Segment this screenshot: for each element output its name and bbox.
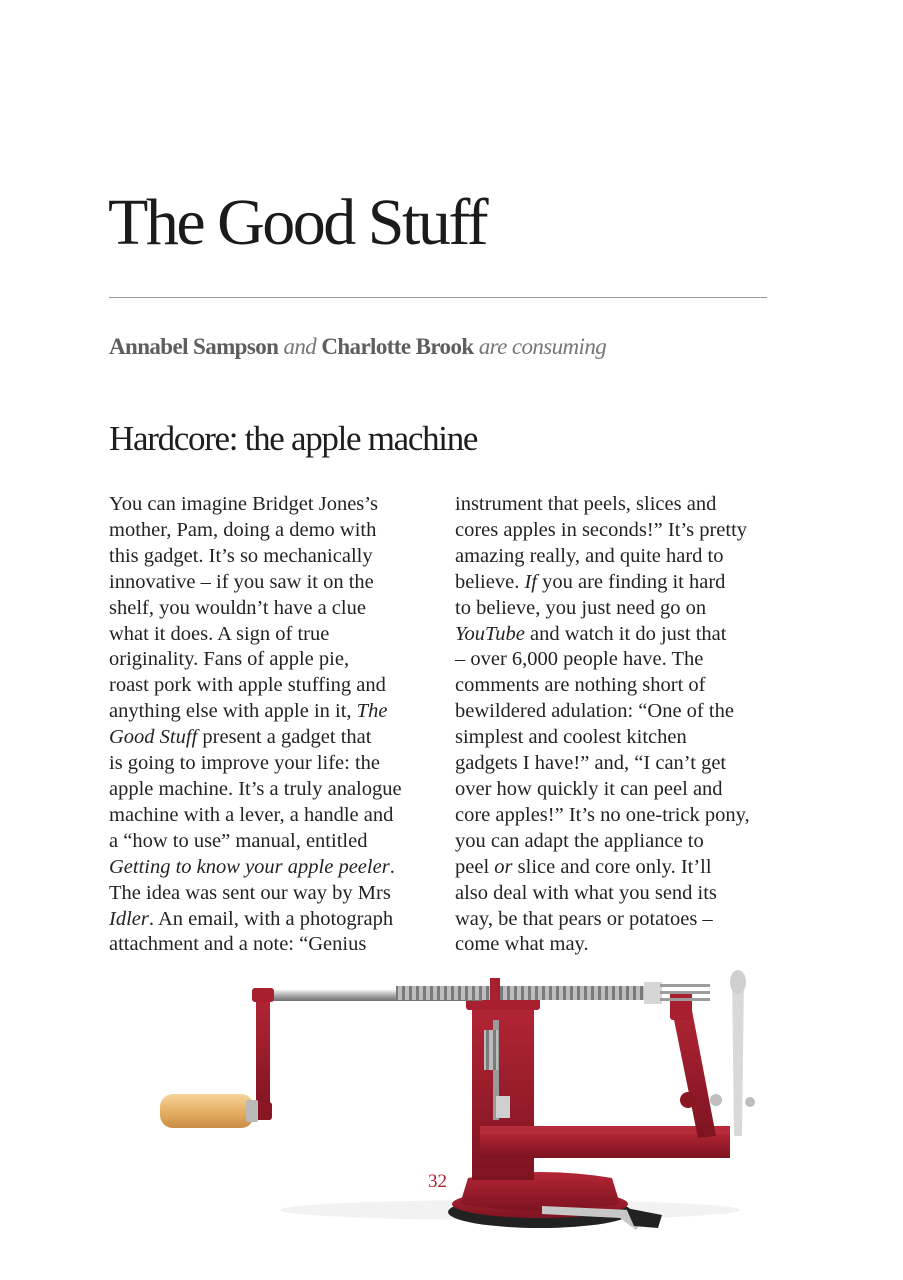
text-line (109, 777, 402, 803)
italic-run: Good Stuff (109, 726, 198, 749)
text-line (455, 881, 750, 907)
text-line (455, 932, 750, 958)
italic-run: Idler (109, 907, 149, 930)
text-run: also deal with what you send its (455, 881, 717, 904)
text-line (455, 725, 750, 751)
text-line (109, 932, 402, 958)
text-line (455, 777, 750, 803)
text-run: . An email, with a photograph (148, 907, 394, 930)
text-line (455, 544, 750, 570)
text-run: believe. (455, 570, 525, 593)
text-run: peel (455, 855, 495, 878)
text-line (109, 725, 402, 751)
page-number: 32 (428, 1171, 447, 1192)
text-line (109, 673, 402, 699)
text-run: bewildered adulation: “One of the (455, 700, 734, 723)
text-run: – over 6,000 people have. The (455, 648, 704, 671)
text-line (455, 829, 750, 855)
text-line (455, 803, 750, 829)
text-line (109, 751, 402, 777)
text-run: way, be that pears or potatoes – (455, 907, 713, 930)
text-run: over how quickly it can peel and (455, 777, 723, 800)
text-line (109, 622, 402, 648)
byline-joiner: and (283, 334, 317, 359)
title-divider (109, 297, 767, 298)
italic-run: The (356, 700, 388, 723)
text-line (455, 751, 750, 777)
text-line (109, 570, 402, 596)
text-run: and watch it do just that (524, 622, 727, 645)
text-run: come what may. (455, 933, 589, 956)
text-run: instrument that peels, slices and (455, 493, 717, 515)
text-line (455, 673, 750, 699)
text-run: comments are nothing short of (455, 674, 706, 697)
page-title: The Good Stuff (108, 186, 487, 259)
text-line (455, 570, 750, 596)
text-run: simplest and coolest kitchen (455, 726, 687, 749)
text-line (455, 647, 750, 673)
text-line (109, 829, 402, 855)
text-run: core apples!” It’s no one-trick pony, (455, 803, 750, 826)
text-line (109, 881, 402, 907)
text-line (109, 803, 402, 829)
text-line (455, 518, 750, 544)
text-run: mother, Pam, doing a demo with (109, 518, 377, 541)
italic-run: If (524, 570, 537, 593)
italic-run: or (494, 855, 513, 878)
text-line (455, 596, 750, 622)
text-run: innovative – if you saw it on the (109, 570, 374, 593)
text-run: to believe, you just need go on (455, 596, 707, 619)
text-line (455, 907, 750, 933)
article-heading: Hardcore: the apple machine (109, 419, 478, 458)
text-run: you can adapt the appliance to (455, 829, 704, 852)
text-run: . (389, 855, 395, 878)
italic-run: YouTube (455, 622, 525, 645)
text-run: slice and core only. It’ll (512, 855, 712, 878)
text-line (455, 492, 750, 518)
text-line (109, 855, 402, 881)
article-column-left (109, 492, 402, 958)
text-run: attachment and a note: “Genius (109, 933, 367, 956)
text-line (109, 907, 402, 933)
text-run: amazing really, and quite hard to (455, 544, 724, 567)
text-run: machine with a lever, a handle and (109, 803, 394, 826)
byline-author-1: Annabel Sampson (109, 334, 279, 359)
text-run: originality. Fans of apple pie, (109, 648, 350, 671)
article-column-right (455, 492, 750, 958)
text-line (455, 699, 750, 725)
text-run: this gadget. It’s so mechanically (109, 544, 373, 567)
text-run: The idea was sent our way by Mrs (109, 881, 391, 904)
text-line (109, 518, 402, 544)
byline-tail: are consuming (478, 334, 607, 359)
text-run: a “how to use” manual, entitled (109, 829, 368, 852)
text-run: cores apples in seconds!” It’s pretty (455, 518, 748, 541)
text-run: apple machine. It’s a truly analogue (109, 777, 402, 800)
text-line (455, 622, 750, 648)
text-run: shelf, you wouldn’t have a clue (109, 596, 366, 619)
text-run: is going to improve your life: the (109, 752, 381, 775)
italic-run: Getting to know your apple peeler (109, 855, 390, 878)
text-line (109, 699, 402, 725)
text-run: present a gadget that (197, 726, 372, 749)
text-run: what it does. A sign of true (109, 622, 330, 645)
byline (109, 334, 606, 360)
text-run: anything else with apple in it, (109, 700, 357, 723)
text-run: roast pork with apple stuffing and (109, 674, 386, 697)
text-line (109, 492, 402, 518)
byline-author-2: Charlotte Brook (321, 334, 474, 359)
text-line (455, 855, 750, 881)
text-run: gadgets I have!” and, “I can’t get (455, 752, 727, 775)
apple-peeler-photo (150, 960, 770, 1240)
text-line (109, 647, 402, 673)
text-run: You can imagine Bridget Jones’s (109, 493, 378, 515)
text-line (109, 596, 402, 622)
text-line (109, 544, 402, 570)
text-run: you are finding it hard (536, 570, 726, 593)
